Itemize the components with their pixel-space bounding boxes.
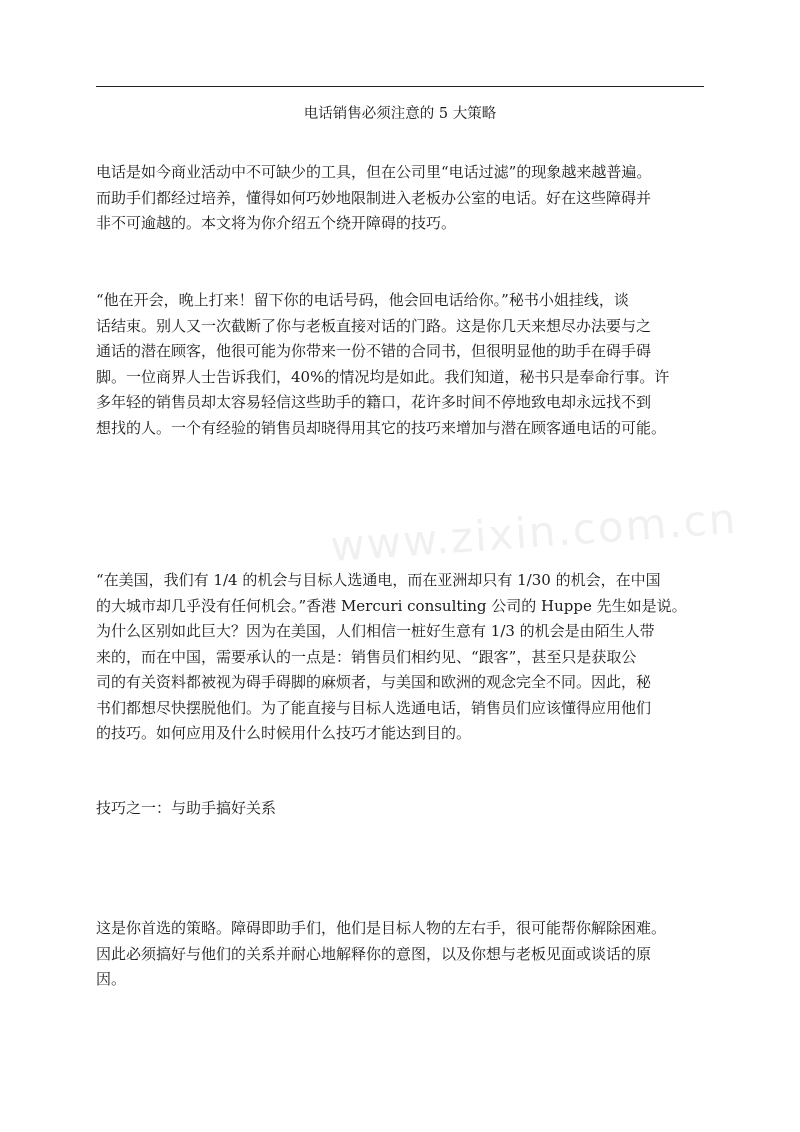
paragraph-line: 因。 <box>96 970 127 988</box>
header-rule <box>96 86 704 87</box>
section-heading-tip-1 <box>96 796 712 822</box>
section-heading: 技巧之一：与助手搞好关系 <box>96 799 277 817</box>
paragraph-line: 而助手们都经过培养，懂得如何巧妙地限制进入老板办公室的电话。好在这些障碍并 <box>96 188 652 207</box>
paragraph-line: 的大城市却几乎没有任何机会。”香港 Mercuri consulting 公司的 Huppe 先生如是说。 <box>96 596 687 615</box>
paragraph-line: “在美国，我们有 1/4 的机会与目标人选通电，而在亚洲却只有 1/30 的机会，在中国 <box>96 571 661 589</box>
paragraph-line: “他在开会，晚上打来！留下你的电话号码，他会回电话给你。”秘书小姐挂线，谈 <box>96 291 629 309</box>
paragraph-line: 司的有关资料都被视为碍手碍脚的麻烦者，与美国和欧洲的观念完全不同。因此，秘 <box>96 673 652 691</box>
paragraph-line: 因此必须搞好与他们的关系并耐心地解释你的意图，以及你想与老板见面或谈话的原 <box>96 944 652 963</box>
paragraph-comparison <box>96 568 712 747</box>
paragraph-line: 来的，而在中国，需要承认的一点是：销售员们相约见、“跟客”，甚至只是获取公 <box>96 647 637 666</box>
paragraph-line: 脚。一位商界人士告诉我们，40%的情况均是如此。我们知道，秘书只是奉命行事。许 <box>96 367 670 386</box>
paragraph-line: 想找的人。一个有经验的销售员却晓得用其它的技巧来增加与潜在顾客通电话的可能。 <box>96 418 667 437</box>
paragraph-line: 多年轻的销售员却太容易轻信这些助手的籍口，花许多时间不停地致电却永远找不到 <box>96 393 652 411</box>
paragraph-secretary <box>96 288 712 441</box>
paragraph-line: 书们都想尽快摆脱他们。为了能直接与目标人选通电话，销售员们应该懂得应用他们 <box>96 698 652 717</box>
document-title: 电话销售必须注意的 5 大策略 <box>303 106 497 122</box>
paragraph-line: 这是你首选的策略。障碍即助手们，他们是目标人物的左右手，很可能帮你解除困难。 <box>96 919 667 937</box>
watermark: www.zixin.com.cn <box>328 493 739 572</box>
paragraph-line: 为什么区别如此巨大？因为在美国，人们相信一桩好生意有 1/3 的机会是由陌生人带 <box>96 622 655 640</box>
paragraph-line: 非不可逾越的。本文将为你介绍五个绕开障碍的技巧。 <box>96 214 457 232</box>
paragraph-line: 的技巧。如何应用及什么时候用什么技巧才能达到目的。 <box>96 724 472 742</box>
paragraph-line: 话结束。别人又一次截断了你与老板直接对话的门路。这是你几天来想尽办法要与之 <box>96 316 652 335</box>
paragraph-line: 通话的潜在顾客，他很可能为你带来一份不错的合同书，但很明显他的助手在碍手碍 <box>96 342 652 360</box>
paragraph-tip-1 <box>96 916 712 993</box>
paragraph-line: 电话是如今商业活动中不可缺少的工具，但在公司里“电话过滤”的现象越来越普遍。 <box>96 163 652 181</box>
paragraph-intro <box>96 160 712 237</box>
